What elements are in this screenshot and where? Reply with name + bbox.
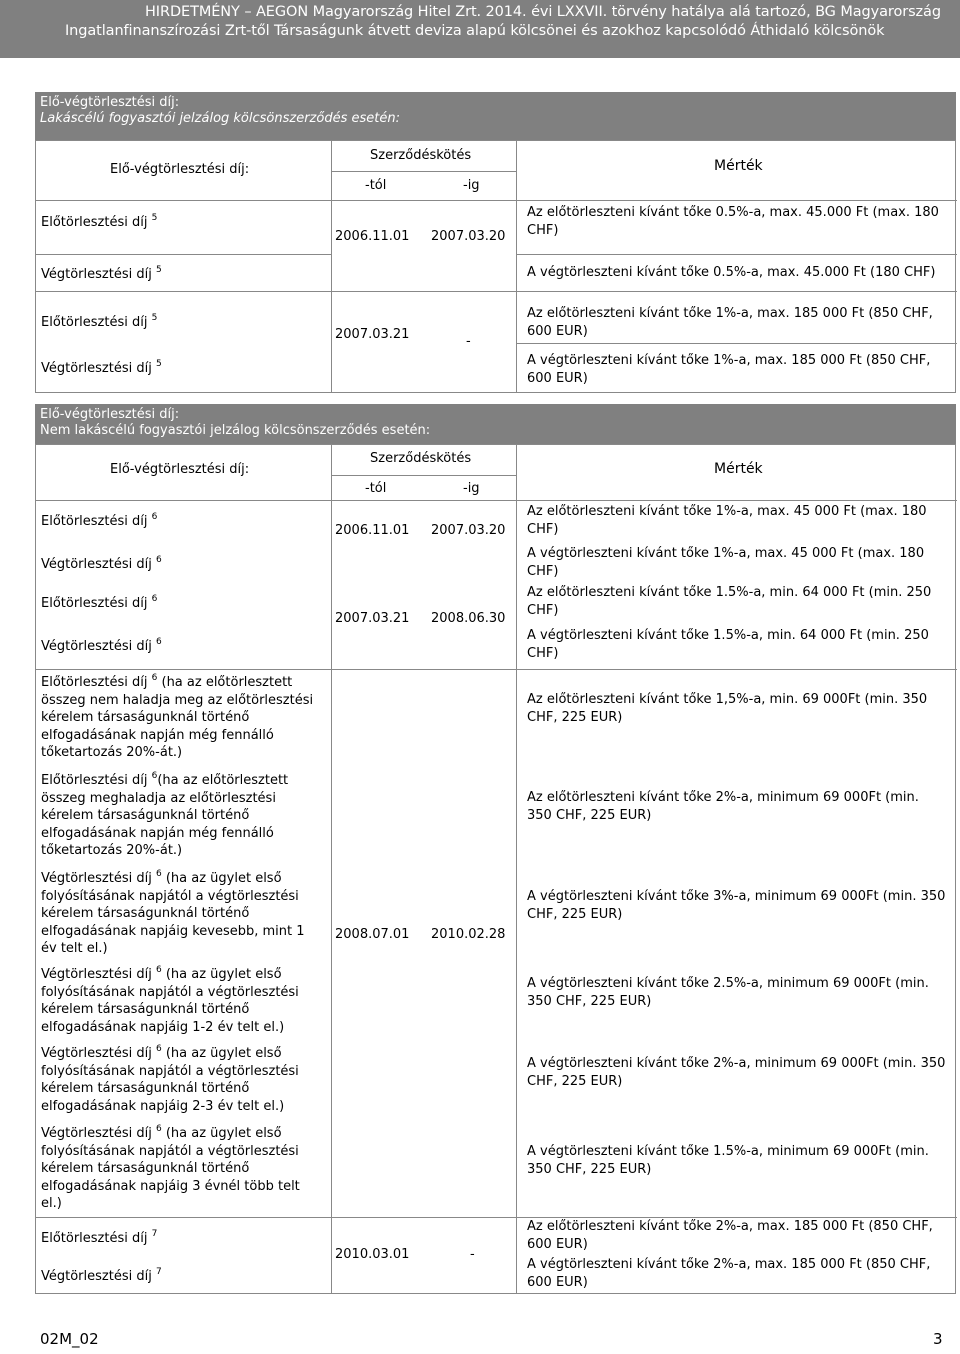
- section2-to-a: 2007.03.20: [431, 523, 506, 538]
- section2-col-from: -tól: [365, 481, 387, 496]
- section2-last-row2-measure: A végtörleszteni kívánt tőke 2%-a, max. 185 000 Ft (850 CHF, 600 EUR): [527, 1257, 931, 1290]
- section1-header: [35, 92, 956, 140]
- section2-row3-label: Előtörlesztési díj $^6$: [41, 594, 158, 611]
- section2-from-c: 2008.07.01: [335, 927, 410, 942]
- section2-last-row1-measure: Az előtörleszteni kívánt tőke 2%-a, max. 185 000 Ft (850 CHF, 600 EUR): [527, 1219, 933, 1252]
- section2-long-row2-measure: Az előtörleszteni kívánt tőke 2%-a, minimum 69 000Ft (min. 350 CHF, 225 EUR): [527, 790, 919, 823]
- section2-header: [35, 404, 956, 444]
- section2-last-row2-label: Végtörlesztési díj $^7$: [41, 1267, 162, 1284]
- section1-to-b: -: [466, 334, 471, 349]
- section2-long-row5-label: Végtörlesztési díj $^6$ (ha az ügylet első folyósításának napjától a végtörlesztési kérelem társaságunknál történő elfogadásának napjáig 2-3 év telt el.): [41, 1044, 299, 1114]
- section2-to-c: 2010.02.28: [431, 927, 506, 942]
- section2-long-row2-label: Előtörlesztési díj $^6$(ha az előtörlesztett összeg meghaladja az előtörlesztési kérelem társaságunknál történő elfogadásának napján még fennálló tőketartozás 20%-át.): [41, 771, 289, 858]
- section2-long-row4-label: Végtörlesztési díj $^6$ (ha az ügylet első folyósításának napjától a végtörlesztési kérelem társaságunknál történő elfogadásának napjáig 1-2 év telt el.): [41, 965, 299, 1035]
- section2-long-row6-label: Végtörlesztési díj $^6$ (ha az ügylet első folyósításának napjától a végtörlesztési kérelem társaságunknál történő elfogadásának napjáig 3 évnél több telt el.): [41, 1124, 300, 1211]
- section1-col-measure: Mérték: [714, 158, 763, 174]
- section2-long-row6-measure: A végtörleszteni kívánt tőke 1.5%-a, minimum 69 000Ft (min. 350 CHF, 225 EUR): [527, 1144, 929, 1177]
- section2-row1-label: Előtörlesztési díj $^6$: [41, 512, 158, 529]
- section2-from-a: 2006.11.01: [335, 523, 410, 538]
- section2-to-d: -: [470, 1247, 475, 1262]
- footer-code: 02M_02: [40, 1330, 99, 1348]
- section1-from-a: 2006.11.01: [335, 229, 410, 244]
- section1-row3-measure: Az előtörleszteni kívánt tőke 1%-a, max. 185 000 Ft (850 CHF, 600 EUR): [527, 306, 933, 339]
- section2-to-b: 2008.06.30: [431, 611, 506, 626]
- section2-row1-measure: Az előtörleszteni kívánt tőke 1%-a, max. 45 000 Ft (max. 180 CHF): [527, 504, 927, 537]
- section2-long-row1-measure: Az előtörleszteni kívánt tőke 1,5%-a, min. 69 000Ft (min. 350 CHF, 225 EUR): [527, 692, 928, 725]
- section2-row4-label: Végtörlesztési díj $^6$: [41, 637, 162, 654]
- section1-to-a: 2007.03.20: [431, 229, 506, 244]
- section2-from-d: 2010.03.01: [335, 1247, 410, 1262]
- section1-col-contract: Szerződéskötés: [370, 148, 472, 163]
- section2-long-row4-measure: A végtörleszteni kívánt tőke 2.5%-a, minimum 69 000Ft (min. 350 CHF, 225 EUR): [527, 976, 929, 1009]
- section2-long-row3-measure: A végtörleszteni kívánt tőke 3%-a, minimum 69 000Ft (min. 350 CHF, 225 EUR): [527, 889, 946, 922]
- section1-col-from: -tól: [365, 178, 387, 193]
- header-line-1: HIRDETMÉNY – AEGON Magyarország Hitel Zrt. 2014. évi LXXVII. törvény hatálya alá tartozó, BG Magyarország: [145, 4, 941, 20]
- section1-row3-label: Előtörlesztési díj $^5$: [41, 313, 158, 330]
- section2-from-b: 2007.03.21: [335, 611, 410, 626]
- section2-col-contract: Szerződéskötés: [370, 451, 472, 466]
- section2-last-row1-label: Előtörlesztési díj $^7$: [41, 1229, 158, 1246]
- section1-row2-label: Végtörlesztési díj $^5$: [41, 265, 162, 282]
- section2-row4-measure: A végtörleszteni kívánt tőke 1.5%-a, min. 64 000 Ft (min. 250 CHF): [527, 628, 929, 661]
- section2-title-2: Nem lakáscélú fogyasztói jelzálog kölcsönszerződés esetén:: [40, 423, 431, 438]
- section2-row2-measure: A végtörleszteni kívánt tőke 1%-a, max. 45 000 Ft (max. 180 CHF): [527, 546, 925, 579]
- section2-long-row1-label: Előtörlesztési díj $^6$ (ha az előtörlesztett összeg nem haladja meg az előtörlesztési kérelem társaságunknál történő elfogadásának napján még fennálló tőketartozás 20%-át.): [41, 673, 314, 760]
- document-header: [0, 0, 960, 58]
- section2-long-row5-measure: A végtörleszteni kívánt tőke 2%-a, minimum 69 000Ft (min. 350 CHF, 225 EUR): [527, 1056, 946, 1089]
- section1-title-1: Elő-végtörlesztési díj:: [40, 95, 180, 110]
- section1-title-2: Lakáscélú fogyasztói jelzálog kölcsönszerződés esetén:: [40, 111, 400, 126]
- section1-row2-measure: A végtörleszteni kívánt tőke 0.5%-a, max. 45.000 Ft (180 CHF): [527, 265, 936, 280]
- section1-from-b: 2007.03.21: [335, 327, 410, 342]
- section2-title-1: Elő-végtörlesztési díj:: [40, 407, 180, 422]
- section1-row1-measure: Az előtörleszteni kívánt tőke 0.5%-a, max. 45.000 Ft (max. 180 CHF): [527, 205, 939, 238]
- section1-col-to: -ig: [463, 178, 480, 193]
- section2-long-row3-label: Végtörlesztési díj $^6$ (ha az ügylet első folyósításának napjától a végtörlesztési kérelem társaságunknál történő elfogadásának napjáig kevesebb, mint 1 év telt el.): [41, 869, 305, 956]
- section1-col-fee: Elő-végtörlesztési díj:: [110, 162, 250, 177]
- section1-row4-measure: A végtörleszteni kívánt tőke 1%-a, max. 185 000 Ft (850 CHF, 600 EUR): [527, 353, 931, 386]
- section2-col-to: -ig: [463, 481, 480, 496]
- section2-col-measure: Mérték: [714, 461, 763, 477]
- section1-row4-label: Végtörlesztési díj $^5$: [41, 359, 162, 376]
- section1-row1-label: Előtörlesztési díj $^5$: [41, 213, 158, 230]
- section2-col-fee: Elő-végtörlesztési díj:: [110, 462, 250, 477]
- section2-row2-label: Végtörlesztési díj $^6$: [41, 555, 162, 572]
- header-line-2: Ingatlanfinanszírozási Zrt-től Társaságunk átvett deviza alapú kölcsönei és azokhoz kapcsolódó Áthidaló kölcsönök: [65, 23, 885, 39]
- section2-row3-measure: Az előtörleszteni kívánt tőke 1.5%-a, min. 64 000 Ft (min. 250 CHF): [527, 585, 932, 618]
- page-number: 3: [933, 1330, 943, 1348]
